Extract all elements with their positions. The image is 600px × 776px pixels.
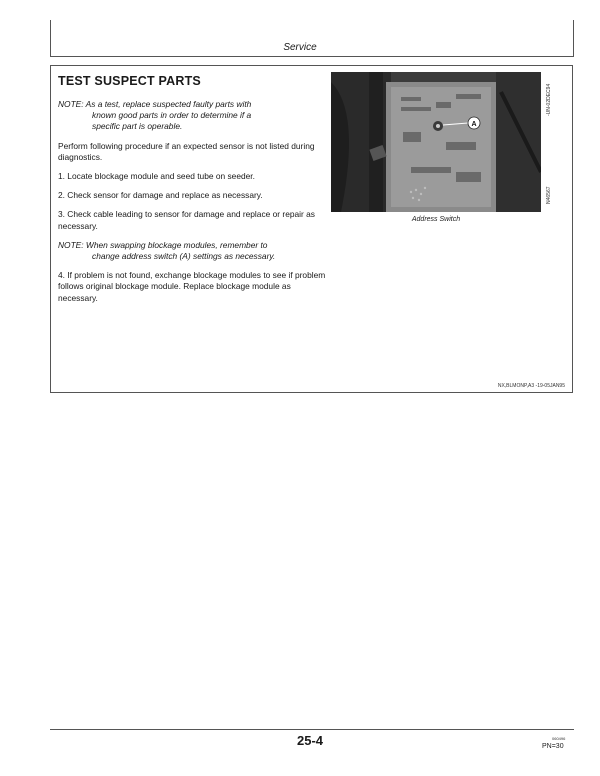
address-switch-photo bbox=[331, 72, 541, 212]
page-number: 25-4 bbox=[296, 733, 324, 748]
step-1: 1. Locate blockage module and seed tube on seeder. bbox=[58, 171, 255, 182]
figure-caption: Address Switch bbox=[411, 216, 461, 223]
step-2: 2. Check sensor for damage and replace as necessary. bbox=[58, 190, 263, 201]
header-rule bbox=[50, 56, 574, 57]
document-reference-code: NX,BLMONP,A3 -19-05JAN95 bbox=[497, 383, 565, 389]
figure-code-top: -UN-02DEC94 bbox=[546, 83, 552, 116]
procedure-box bbox=[50, 65, 573, 393]
procedure-title: TEST SUSPECT PARTS bbox=[58, 74, 201, 88]
callout-a: A bbox=[471, 121, 477, 128]
photo-illustration bbox=[331, 72, 541, 212]
footer-pn: PN=30 bbox=[542, 743, 564, 750]
footer-date-code: 060496 bbox=[552, 736, 566, 741]
note-swapping-modules bbox=[58, 240, 326, 262]
note-test-parts bbox=[58, 99, 326, 133]
section-header: Service bbox=[283, 42, 317, 53]
note1-line2: known good parts in order to determine if a bbox=[92, 110, 252, 121]
figure-code-bottom: N46567 bbox=[546, 186, 552, 204]
procedure-text bbox=[58, 74, 326, 312]
note2-lead: NOTE: When swapping blockage modules, remember to bbox=[58, 239, 268, 250]
footer-rule bbox=[50, 729, 574, 730]
note1-lead: NOTE: As a test, replace suspected faulty parts with bbox=[58, 99, 252, 109]
intro-paragraph: Perform following procedure if an expected sensor is not listed during diagnostics. bbox=[58, 140, 315, 162]
step-3: 3. Check cable leading to sensor for damage and replace or repair as necessary. bbox=[58, 209, 315, 231]
note2-line2: change address switch (A) settings as necessary. bbox=[92, 251, 276, 262]
step-4: 4. If problem is not found, exchange blockage modules to see if problem follows original blockage module. Replace blockage module as necessary. bbox=[58, 270, 326, 303]
note1-line3: specific part is operable. bbox=[92, 121, 183, 132]
